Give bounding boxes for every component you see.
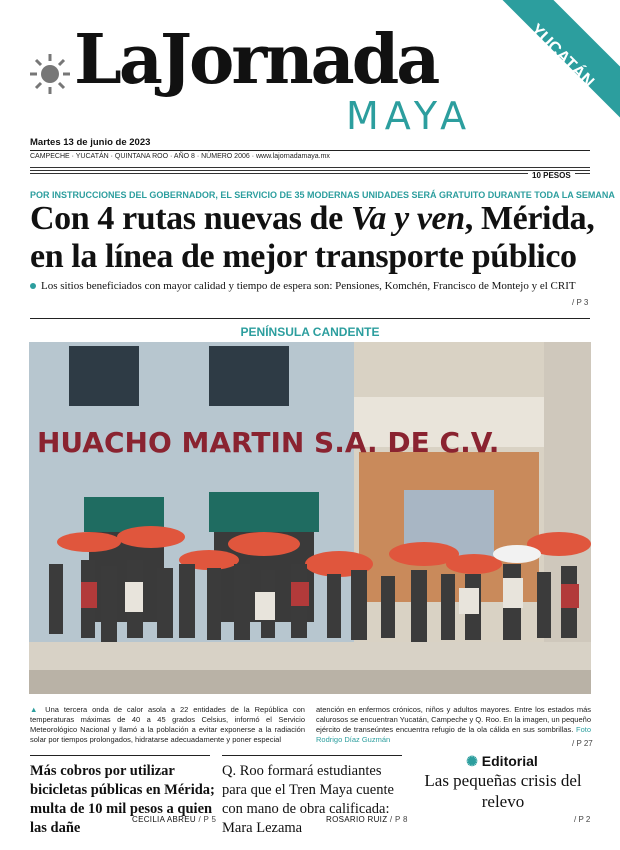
photo-credit: Foto Rodrigo Díaz Guzmán (316, 725, 591, 744)
byline-name: ROSARIO RUIZ (326, 815, 388, 824)
issue-line: CAMPECHE · YUCATÁN · QUINTANA ROO · AÑO 8 · NÚMERO 2006 · www.lajornadamaya.mx (30, 153, 330, 160)
edition-ribbon (440, 0, 620, 140)
issue-date: Martes 13 de junio de 2023 (30, 137, 151, 148)
sun-small-icon: ✺ (466, 753, 478, 769)
feature-page-ref: / P 27 (572, 739, 593, 748)
edition-label: YUCATÁN (526, 19, 599, 92)
sun-logo-icon (28, 52, 72, 96)
feature-photo (29, 342, 591, 694)
headline-line-2: en la línea de mejor transporte público (30, 238, 577, 275)
byline-name: CECILIA ABREU (132, 815, 196, 824)
caption-right-text: atención en enfermos crónicos, niños y adultos mayores. Entre los estados más calurosos se encuentran Yucatán, Campeche y Q. Roo. En la imagen, un pequeño ejército de transeúntes encuentra refugio de la ola cálida en sus sombrillas. (316, 705, 591, 734)
dek-text: Los sitios beneficiados con mayor calidad y tiempo de espera son: Pensiones, Komchén, Francisco de Montejo y el CRIT (41, 280, 576, 292)
teaser-bicycles-byline (132, 815, 216, 824)
byline-page: / P 5 (198, 815, 217, 824)
headline-italic: Va y ven (350, 200, 465, 237)
headline-text-end: , Mérida, (464, 200, 595, 237)
lead-dek (30, 280, 576, 292)
masthead-divider (30, 167, 590, 177)
bullet-icon (30, 283, 36, 289)
caption-left-text: Una tercera onda de calor asola a 22 entidades de la República con temperaturas máximas de 40 a 45 grados Celsius, informó el Servicio Meteorológico Nacional y llamó a la población a evitar exponerse a la radiación solar por tiempos prolongados, hidratarse adecuadamente y poner especial (30, 705, 305, 744)
editorial-label (412, 753, 592, 770)
editorial-page-ref: / P 2 (574, 815, 591, 824)
masthead-subtitle: MAYA (346, 94, 473, 138)
byline-page: / P 8 (389, 815, 408, 824)
lead-page-ref: / P 3 (572, 298, 589, 307)
teaser-bicycles[interactable]: Más cobros por utilizar bicicletas públicas en Mérida; multa de 10 mil pesos a quien las dañe (30, 763, 215, 836)
price-tag: 10 PESOS (528, 171, 575, 180)
masthead-title: LaJornada (74, 20, 438, 100)
photo-caption-left (30, 705, 305, 745)
section-label: PENÍNSULA CANDENTE (240, 325, 380, 339)
teaser-tren-maya-byline (326, 815, 408, 824)
photo-caption-right (316, 705, 591, 745)
teaser-editorial[interactable]: Las pequeñas crisis del relevo (424, 771, 582, 811)
storefront-sign: HUACHO MARTIN S.A. DE C.V. (37, 426, 500, 459)
editorial-label-text: Editorial (481, 753, 538, 769)
lead-headline[interactable] (30, 200, 600, 276)
headline-text: Con 4 rutas nuevas de (30, 200, 351, 237)
caption-triangle-icon: ▲ (30, 705, 41, 714)
teaser-tren-maya[interactable]: Q. Roo formará estudiantes para que el Tren Maya cuente con mano de obra calificada: Mara Lezama (222, 763, 394, 836)
lead-kicker: POR INSTRUCCIONES DEL GOBERNADOR, EL SERVICIO DE 35 MODERNAS UNIDADES SERÁ GRATUITO DURANTE TODA LA SEMANA (30, 190, 615, 200)
